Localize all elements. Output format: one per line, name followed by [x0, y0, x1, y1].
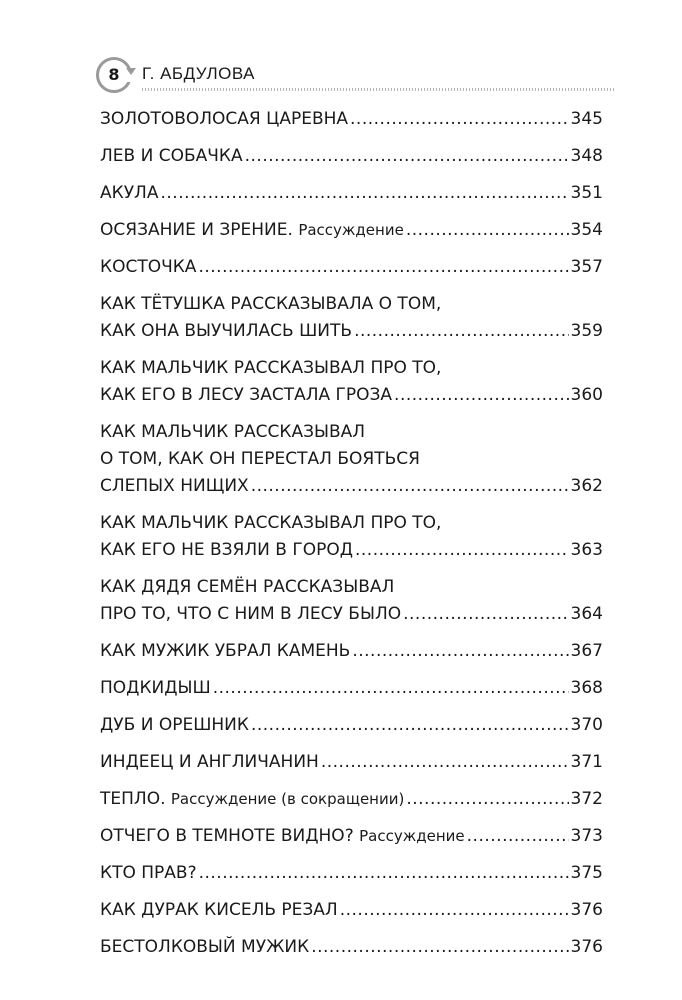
toc-title-line: О ТОМ, КАК ОН ПЕРЕСТАЛ БОЯТЬСЯ	[100, 449, 420, 469]
toc-title	[100, 473, 249, 500]
toc-title	[100, 254, 196, 281]
dot-leader	[355, 537, 569, 564]
toc-subtitle: Рассуждение	[298, 221, 404, 239]
toc-title-text: ТЕПЛО.	[100, 789, 166, 809]
toc-title	[100, 106, 348, 133]
dot-leader	[394, 382, 569, 409]
toc-title-text: КОСТОЧКА	[100, 257, 197, 277]
toc-page-number: 348	[570, 146, 603, 166]
toc-title-row	[100, 143, 603, 170]
toc-entry	[100, 180, 603, 207]
dot-leader	[350, 106, 569, 133]
toc-subtitle: Рассуждение	[359, 827, 465, 845]
toc-title-row	[100, 934, 603, 961]
toc-title	[100, 382, 392, 409]
toc-title-text: ЗОЛОТОВОЛОСАЯ ЦАРЕВНА	[100, 109, 349, 129]
toc-entry	[100, 143, 603, 170]
toc-page-number: 354	[570, 220, 603, 240]
toc-entry	[100, 712, 603, 739]
toc-title-row	[100, 473, 603, 500]
toc-page-number: 360	[570, 385, 603, 405]
toc-subtitle: Рассуждение (в сокращении)	[170, 790, 405, 808]
toc-title-line: КАК ДЯДЯ СЕМЁН РАССКАЗЫВАЛ	[100, 577, 395, 597]
toc-page-number: 367	[570, 641, 603, 661]
dot-leader	[467, 823, 569, 850]
toc-title-row	[100, 180, 603, 207]
toc-entry	[100, 355, 603, 409]
toc-title-text: ЛЕВ И СОБАЧКА	[100, 146, 243, 166]
toc-title-row	[100, 382, 603, 409]
toc-title	[100, 318, 352, 345]
header-rule	[142, 88, 616, 91]
toc-page-number: 359	[570, 321, 603, 341]
toc-title-text: КАК МУЖИК УБРАЛ КАМЕНЬ	[100, 641, 351, 661]
page-number: 8	[108, 65, 120, 84]
toc-title-text: ИНДЕЕЦ И АНГЛИЧАНИН	[100, 752, 319, 772]
toc-title-text: КАК ЕГО В ЛЕСУ ЗАСТАЛА ГРОЗА	[100, 385, 393, 405]
toc-page-number: 357	[570, 257, 603, 277]
toc-entry	[100, 823, 603, 850]
dot-leader	[199, 860, 569, 887]
toc-title-line: КАК МАЛЬЧИК РАССКАЗЫВАЛ ПРО ТО,	[100, 358, 442, 378]
dot-leader	[403, 601, 568, 628]
toc-title	[100, 749, 319, 776]
toc-page-number: 362	[570, 476, 603, 496]
toc-title	[100, 860, 197, 887]
toc-title-row	[100, 823, 603, 850]
toc-title-row	[100, 217, 603, 244]
toc-title-text: КАК ЕГО НЕ ВЗЯЛИ В ГОРОД	[100, 540, 353, 560]
toc-title-text: ПРО ТО, ЧТО С НИМ В ЛЕСУ БЫЛО	[100, 604, 402, 624]
toc-title-row	[100, 537, 603, 564]
dot-leader	[160, 180, 568, 207]
toc-title	[100, 638, 350, 665]
toc-title-row	[100, 897, 603, 924]
toc-title	[100, 537, 353, 564]
toc-entry	[100, 749, 603, 776]
toc-entry	[100, 786, 603, 813]
toc-title	[100, 897, 338, 924]
toc-entry	[100, 291, 603, 345]
dot-leader	[198, 254, 568, 281]
toc-title-row	[100, 601, 603, 628]
toc-title	[100, 143, 243, 170]
toc-title	[100, 601, 401, 628]
toc-title-line: КАК МАЛЬЧИК РАССКАЗЫВАЛ	[100, 422, 366, 442]
dot-leader	[245, 143, 569, 170]
toc-title	[100, 823, 465, 850]
toc-page-number: 351	[570, 183, 603, 203]
dot-leader	[251, 712, 569, 739]
toc-page-number: 372	[570, 789, 603, 809]
toc-page-number: 368	[570, 678, 603, 698]
toc-entry	[100, 106, 603, 133]
toc-page-number: 373	[570, 826, 603, 846]
toc-title-row	[100, 712, 603, 739]
toc-page-number: 364	[570, 604, 603, 624]
running-head-author: Г. АБДУЛОВА	[142, 64, 256, 83]
toc-title-row	[100, 860, 603, 887]
toc-page-number: 371	[570, 752, 603, 772]
toc-title-text: КАК ДУРАК КИСЕЛЬ РЕЗАЛ	[100, 900, 338, 920]
toc-title-row	[100, 786, 603, 813]
page-number-badge	[96, 57, 132, 93]
toc-entry	[100, 897, 603, 924]
dot-leader	[213, 675, 569, 702]
toc-entry	[100, 934, 603, 961]
toc-page-number: 345	[570, 109, 603, 129]
toc-title-text: СЛЕПЫХ НИЩИХ	[100, 476, 249, 496]
toc-title-text: КАК ОНА ВЫУЧИЛАСЬ ШИТЬ	[100, 321, 353, 341]
dot-leader	[251, 473, 569, 500]
toc-title	[100, 712, 249, 739]
dot-leader	[340, 897, 569, 924]
toc-page-number: 363	[570, 540, 603, 560]
toc-entry	[100, 217, 603, 244]
toc-title-line: КАК ТЁТУШКА РАССКАЗЫВАЛА О ТОМ,	[100, 294, 442, 314]
toc-title-text: ДУБ И ОРЕШНИК	[100, 715, 249, 735]
toc-page-number: 376	[570, 900, 603, 920]
toc-title-text: ПОДКИДЫШ	[100, 678, 211, 698]
toc-title-row	[100, 318, 603, 345]
toc-title-row	[100, 638, 603, 665]
toc-title-row	[100, 106, 603, 133]
toc-title	[100, 934, 309, 961]
toc-entry	[100, 254, 603, 281]
dot-leader	[352, 638, 568, 665]
toc-page-number: 375	[570, 863, 603, 883]
toc-page-number: 370	[570, 715, 603, 735]
toc-title-text: ОСЯЗАНИЕ И ЗРЕНИЕ.	[100, 220, 293, 240]
page-header	[96, 55, 616, 99]
toc-entry	[100, 574, 603, 628]
toc-title	[100, 675, 211, 702]
dot-leader	[406, 786, 568, 813]
dot-leader	[311, 934, 568, 961]
toc-entry	[100, 675, 603, 702]
toc-title-row	[100, 749, 603, 776]
toc-title-text: КТО ПРАВ?	[100, 863, 197, 883]
dot-leader	[354, 318, 568, 345]
toc-title-row	[100, 675, 603, 702]
table-of-contents	[100, 106, 603, 961]
toc-title-text: АКУЛА	[100, 183, 159, 203]
toc-title	[100, 180, 158, 207]
toc-entry	[100, 510, 603, 564]
toc-title-text: БЕСТОЛКОВЫЙ МУЖИК	[100, 937, 310, 957]
toc-title-line: КАК МАЛЬЧИК РАССКАЗЫВАЛ ПРО ТО,	[100, 513, 442, 533]
toc-title-row	[100, 254, 603, 281]
dot-leader	[406, 217, 569, 244]
toc-entry	[100, 860, 603, 887]
dot-leader	[321, 749, 569, 776]
toc-entry	[100, 638, 603, 665]
toc-entry	[100, 419, 603, 500]
toc-page-number: 376	[570, 937, 603, 957]
toc-title	[100, 217, 404, 244]
toc-title	[100, 786, 404, 813]
toc-title-text: ОТЧЕГО В ТЕМНОТЕ ВИДНО?	[100, 826, 354, 846]
